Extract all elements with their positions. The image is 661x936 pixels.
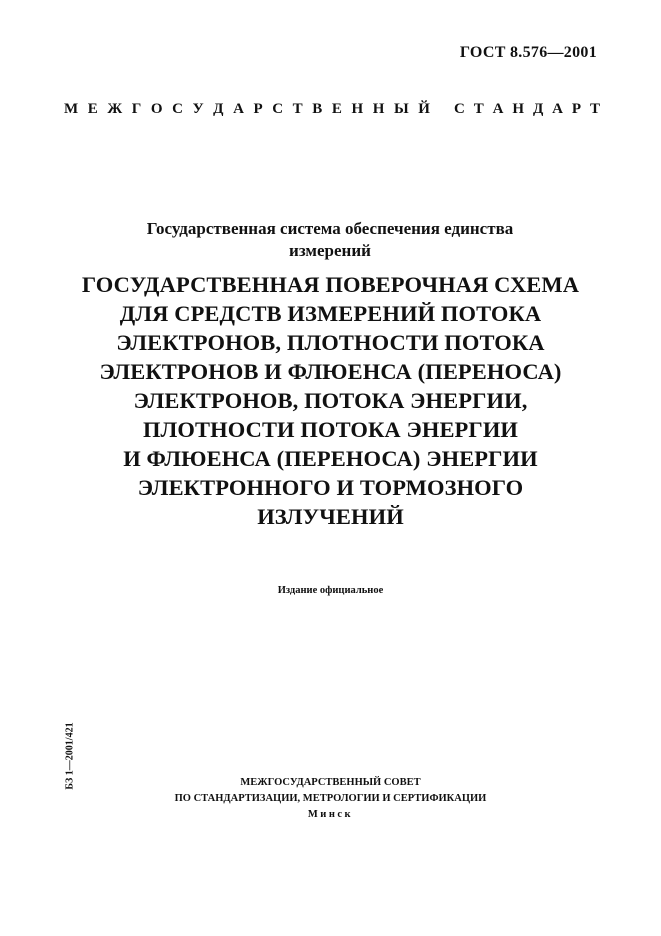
- standard-code: ГОСТ 8.576—2001: [459, 44, 597, 61]
- publisher-block: [0, 775, 661, 823]
- publisher-line: ПО СТАНДАРТИЗАЦИИ, МЕТРОЛОГИИ И СЕРТИФИКАЦИИ: [174, 793, 487, 804]
- series-line: измерений: [289, 241, 371, 260]
- banner-letter: А: [552, 101, 563, 117]
- title-line: ЭЛЕКТРОНОВ, ПОТОКА ЭНЕРГИИ,: [133, 388, 528, 413]
- publisher-city: Минск: [307, 809, 354, 820]
- banner-word-standard: [454, 101, 600, 118]
- title-line: ПЛОТНОСТИ ПОТОКА ЭНЕРГИИ: [142, 417, 519, 442]
- banner-letter: Р: [571, 101, 582, 117]
- title-line: ДЛЯ СРЕДСТВ ИЗМЕРЕНИЙ ПОТОКА: [119, 301, 542, 326]
- banner-letter: Н: [512, 101, 525, 117]
- document-title: [50, 270, 611, 531]
- banner-letter: Д: [532, 101, 544, 117]
- banner-letter: Ж: [107, 101, 123, 117]
- title-line: ГОСУДАРСТВЕННАЯ ПОВЕРОЧНАЯ СХЕМА: [81, 272, 580, 297]
- publisher-line: МЕЖГОСУДАРСТВЕННЫЙ СОВЕТ: [240, 777, 421, 788]
- banner-letter: Т: [589, 101, 600, 117]
- banner-letter: Н: [372, 101, 385, 117]
- banner-letter: Р: [253, 101, 263, 117]
- banner-letter: Е: [331, 101, 342, 117]
- banner-letter: А: [492, 101, 504, 117]
- banner-letter: Г: [131, 101, 142, 117]
- banner-letter: У: [192, 101, 204, 117]
- banner-letter: Е: [87, 101, 98, 117]
- banner-letter: Д: [213, 101, 224, 117]
- series-line: Государственная система обеспечения единства: [146, 219, 514, 238]
- side-code-text: БЗ 1—2001/421: [64, 722, 76, 790]
- series-title: [60, 218, 600, 262]
- banner-word-interstate: [64, 101, 430, 118]
- banner-letter: М: [64, 101, 79, 117]
- banner-letter: Й: [418, 101, 430, 117]
- banner-letter: Т: [292, 101, 303, 117]
- banner-letter: О: [150, 101, 163, 117]
- banner-letter: Ы: [393, 101, 409, 117]
- title-line: ЭЛЕКТРОННОГО И ТОРМОЗНОГО: [137, 475, 524, 500]
- banner-letter: С: [272, 101, 284, 117]
- banner-letter: В: [312, 101, 323, 117]
- standard-banner: [64, 101, 600, 118]
- banner-letter: Т: [473, 101, 484, 117]
- banner-letter: А: [233, 101, 244, 117]
- edition-note: Издание официальное: [277, 585, 384, 596]
- title-line: ЭЛЕКТРОНОВ И ФЛЮЕНСА (ПЕРЕНОСА): [99, 359, 562, 384]
- title-line: ЭЛЕКТРОНОВ, ПЛОТНОСТИ ПОТОКА: [116, 330, 545, 355]
- banner-letter: С: [172, 101, 183, 117]
- title-line: И ФЛЮЕНСА (ПЕРЕНОСА) ЭНЕРГИИ: [123, 446, 538, 471]
- banner-letter: С: [454, 101, 465, 117]
- banner-letter: Н: [351, 101, 364, 117]
- title-line: ИЗЛУЧЕНИЙ: [257, 504, 404, 529]
